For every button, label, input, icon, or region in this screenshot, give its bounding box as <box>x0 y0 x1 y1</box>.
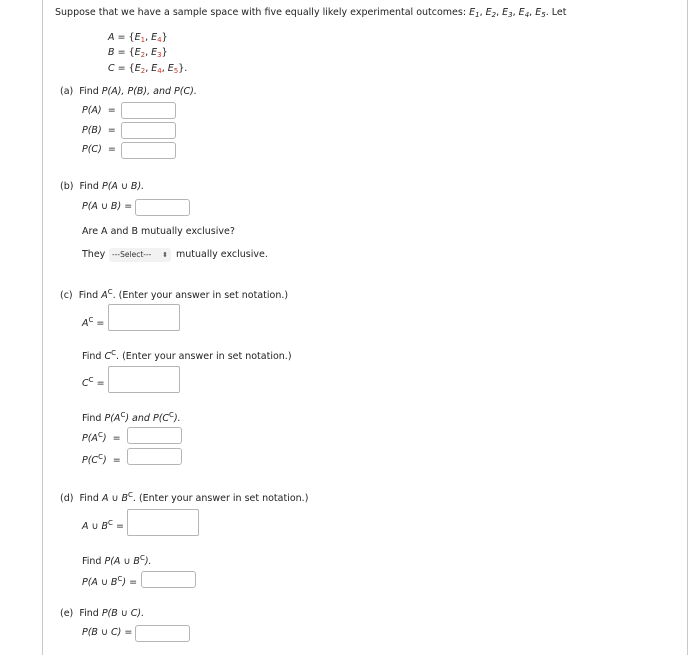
pa-label: P(A) = <box>82 105 116 116</box>
set-a-definition: $A = \{E_1$, $E_4$} <box>108 32 168 44</box>
complement-probability-prompt: Find $P(A^C)$ and $P(C^C)$. <box>82 411 181 424</box>
p-a-union-bc-prompt: Find P(A ∪ $B^C$). <box>82 554 152 567</box>
part-e-prompt: (e) Find P(B ∪ C). <box>60 608 145 619</box>
they-label: They <box>82 249 106 260</box>
part-d-label: (d) <box>60 493 74 504</box>
pa-input[interactable] <box>121 102 176 119</box>
intro-text: Suppose that we have a sample space with five equally likely experimental outcomes: <box>55 7 467 18</box>
set-b-definition: $B = \{E_2$, $E_3$} <box>108 47 168 59</box>
part-a-label: (a) <box>60 86 74 97</box>
part-b-prompt: (b) Find P(A ∪ B). <box>60 181 145 192</box>
part-c-prompt: (c) Find $A^C$. (Enter your answer in set notation.) <box>60 288 289 301</box>
part-a-prompt: (a) Find P(A), P(B), and P(C). <box>60 86 197 97</box>
p-b-union-c-label: P(B ∪ C) = <box>82 627 133 638</box>
a-union-bc-label: A ∪ $B^C$ = <box>82 519 124 532</box>
pc-label: P(C) = <box>82 144 116 155</box>
pb-input[interactable] <box>121 122 176 139</box>
c-complement-label: $C^C$ = <box>82 376 105 389</box>
mutually-exclusive-select[interactable] <box>109 248 171 262</box>
set-c-definition: $C = \{E_2$, $E_4$, $E_5$}. <box>108 63 188 75</box>
p-a-union-b-input[interactable] <box>135 199 190 216</box>
p-b-union-c-input[interactable] <box>135 625 190 642</box>
a-union-bc-input[interactable] <box>127 509 199 536</box>
a-complement-input[interactable] <box>108 304 180 331</box>
pc-input[interactable] <box>121 142 176 159</box>
c-complement-prompt: Find $C^C$. (Enter your answer in set notation.) <box>82 349 292 362</box>
p-a-complement-input[interactable] <box>127 427 182 444</box>
mutually-exclusive-question: Are A and B mutually exclusive? <box>82 226 235 237</box>
p-a-union-bc-input[interactable] <box>141 571 196 588</box>
part-e-label: (e) <box>60 608 74 619</box>
p-a-union-b-label: P(A ∪ B) = <box>82 201 133 212</box>
a-complement-label: $A^C$ = <box>82 316 105 329</box>
chevron-updown-icon: ⬍ <box>162 251 168 259</box>
part-b-label: (b) <box>60 181 74 192</box>
p-c-complement-label: $P(C^C)$ = <box>82 453 121 466</box>
after-select-text: mutually exclusive. <box>176 249 268 260</box>
c-complement-input[interactable] <box>108 366 180 393</box>
p-a-complement-label: $P(A^C)$ = <box>82 431 121 444</box>
select-value: ---Select--- <box>112 250 152 259</box>
p-c-complement-input[interactable] <box>127 448 182 465</box>
pb-label: P(B) = <box>82 125 116 136</box>
part-c-label: (c) <box>60 290 73 301</box>
part-d-prompt: (d) Find A ∪ $B^C$. (Enter your answer in set notation.) <box>60 491 309 504</box>
p-a-union-bc-label: P(A ∪ $B^C$) = <box>82 575 138 588</box>
intro-line: Suppose that we have a sample space with five equally likely experimental outcomes: $E_1$, $E_2$, $E_3$, $E_4$, $E_5$. Let <box>55 7 567 19</box>
